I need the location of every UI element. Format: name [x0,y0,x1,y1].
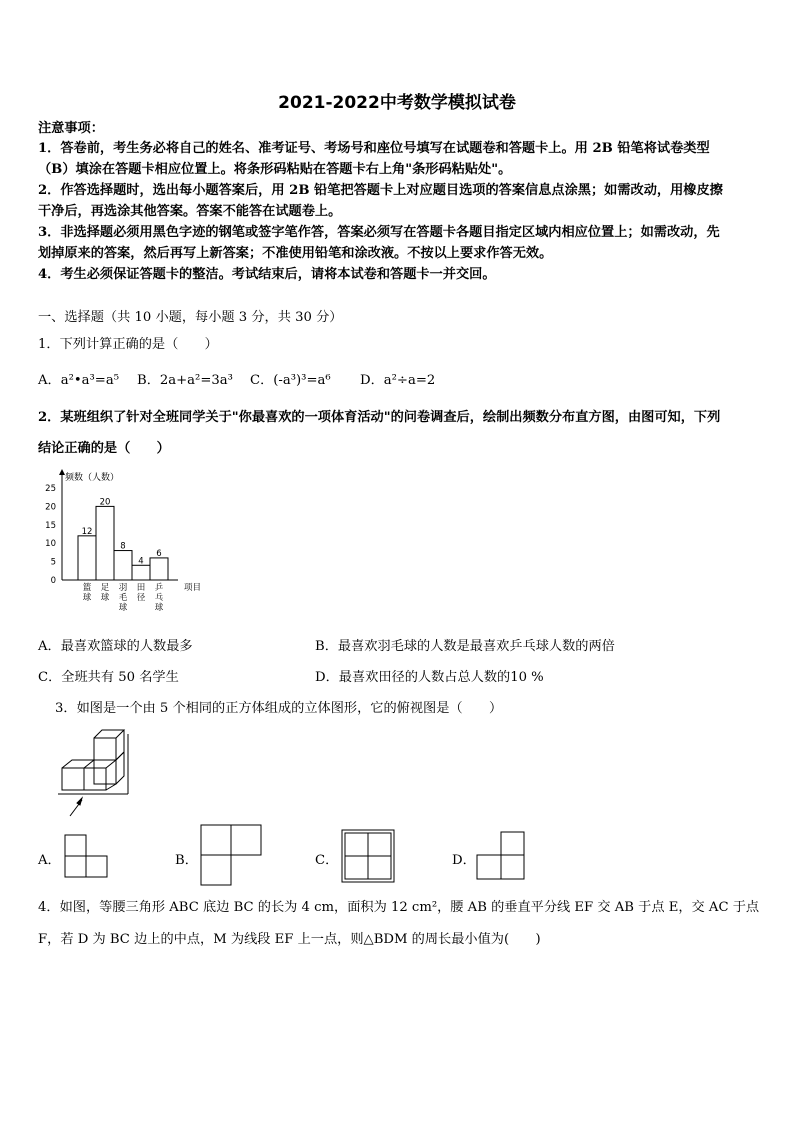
bar-value-label: 4 [138,556,144,567]
notice-line: 3．非选择题必须用黑色字迹的钢笔或签字笔作答，答案必须写在答题卡各题目指定区域内相应位置上；如需改动，先 [38,225,720,240]
histogram-bar [114,551,132,580]
bar-value-label: 6 [156,548,162,559]
question-2-option-b: B．最喜欢羽毛球的人数是最喜欢乒乓球人数的两倍 [315,639,615,654]
question-3-option-b: B． [175,853,198,868]
question-1-option-a: A．a²•a³=a⁵ [38,373,119,388]
notice-line: 2．作答选择题时，选出每小题答案后，用 2B 铅笔把答题卡上对应题目选项的答案信息点涂黑；如需改动，用橡皮擦 [38,183,723,198]
y-tick-label: 10 [45,539,56,550]
histogram-bar [150,558,168,580]
x-tick-label: 篮 [82,583,92,593]
question-3-option-a: A． [38,853,61,868]
cube-face [94,760,116,784]
question-1-option-c: C．(-a³)³=a⁶ [250,373,331,388]
question-3-stem: 3．如图是一个由 5 个相同的正方体组成的立体图形，它的俯视图是（ ） [55,701,503,716]
option-a-top-view [64,834,110,880]
notice-line: （B）填涂在答题卡相应位置上。将条形码粘贴在答题卡右上角"条形码粘贴处"。 [38,162,512,177]
bar-value-label: 20 [99,497,111,508]
y-tick-label: 0 [50,576,56,586]
cube-face [84,768,106,790]
option-b-top-view [200,824,262,886]
question-2-stem-cont: 结论正确的是（ ） [38,441,170,456]
notice-line: 干净后，再选涂其他答案。答案不能答在试题卷上。 [38,204,342,219]
histogram-bar [96,506,114,580]
y-tick-label: 15 [45,520,56,531]
question-2-option-c: C．全班共有 50 名学生 [38,670,179,685]
cube-stack-figure [50,726,140,822]
question-2-stem: 2．某班组织了针对全班同学关于"你最喜欢的一项体育活动"的问卷调查后，绘制出频数分布直方图，由图可知，下列 [38,410,721,425]
x-tick-label: 径 [136,593,146,603]
page-title: 2021-2022中考数学模拟试卷 [278,93,516,113]
option-c-top-view [341,829,395,883]
x-tick-label: 乒 [154,583,164,593]
x-tick-label: 田 [136,583,146,593]
bar-value-label: 8 [120,541,126,552]
bar-value-label: 12 [81,526,93,537]
histogram-bar [78,536,96,580]
notice-line: 4．考生必须保证答题卡的整洁。考试结束后，请将本试卷和答题卡一并交回。 [38,267,496,282]
x-tick-label: 足 [100,583,110,593]
cube-face [62,768,84,790]
question-2-option-d: D．最喜欢田径的人数占总人数的10 % [315,670,544,685]
x-tick-label: 球 [82,593,92,603]
cube-face [94,738,116,760]
question-3-option-d: D． [452,853,476,868]
section-heading: 一、选择题（共 10 小题，每小题 3 分，共 30 分） [38,310,343,325]
question-4-stem: 4．如图，等腰三角形 ABC 底边 BC 的长为 4 cm，面积为 12 cm²，腰 AB 的垂直平分线 EF 交 AB 于点 E，交 AC 于点 [38,900,760,915]
x-tick-label: 乓 [154,593,164,603]
y-tick-label: 20 [45,502,56,513]
x-axis-label: 项目 [184,583,202,593]
histogram-bar [132,565,150,580]
x-tick-label: 羽 [118,583,128,593]
option-d-top-view [476,831,526,881]
x-tick-label: 球 [154,603,164,613]
notice-line: 1．答卷前，考生务必将自己的姓名、准考证号、考场号和座位号填写在试题卷和答题卡上。用 2B 铅笔将试卷类型 [38,141,710,156]
histogram-chart [38,466,228,613]
y-axis-label: 频数（人数） [65,473,120,483]
notice-line: 划掉原来的答案，然后再写上新答案；不准使用铅笔和涂改液。不按以上要求作答无效。 [38,246,553,261]
question-1-option-d: D．a²÷a=2 [360,373,436,388]
question-2-option-a: A．最喜欢篮球的人数最多 [38,639,193,654]
x-tick-label: 球 [118,603,128,613]
x-tick-label: 毛 [118,593,128,603]
question-1-option-b: B．2a+a²=3a³ [137,373,233,388]
x-tick-label: 球 [100,593,110,603]
question-4-stem-cont: F，若 D 为 BC 边上的中点，M 为线段 EF 上一点，则△BDM 的周长最小值为( ) [38,932,541,947]
y-tick-label: 5 [50,557,56,568]
question-3-option-c: C． [315,853,339,868]
question-1-stem: 1．下列计算正确的是（ ） [38,337,218,352]
y-tick-label: 25 [45,484,56,494]
notice-heading: 注意事项： [38,121,104,136]
